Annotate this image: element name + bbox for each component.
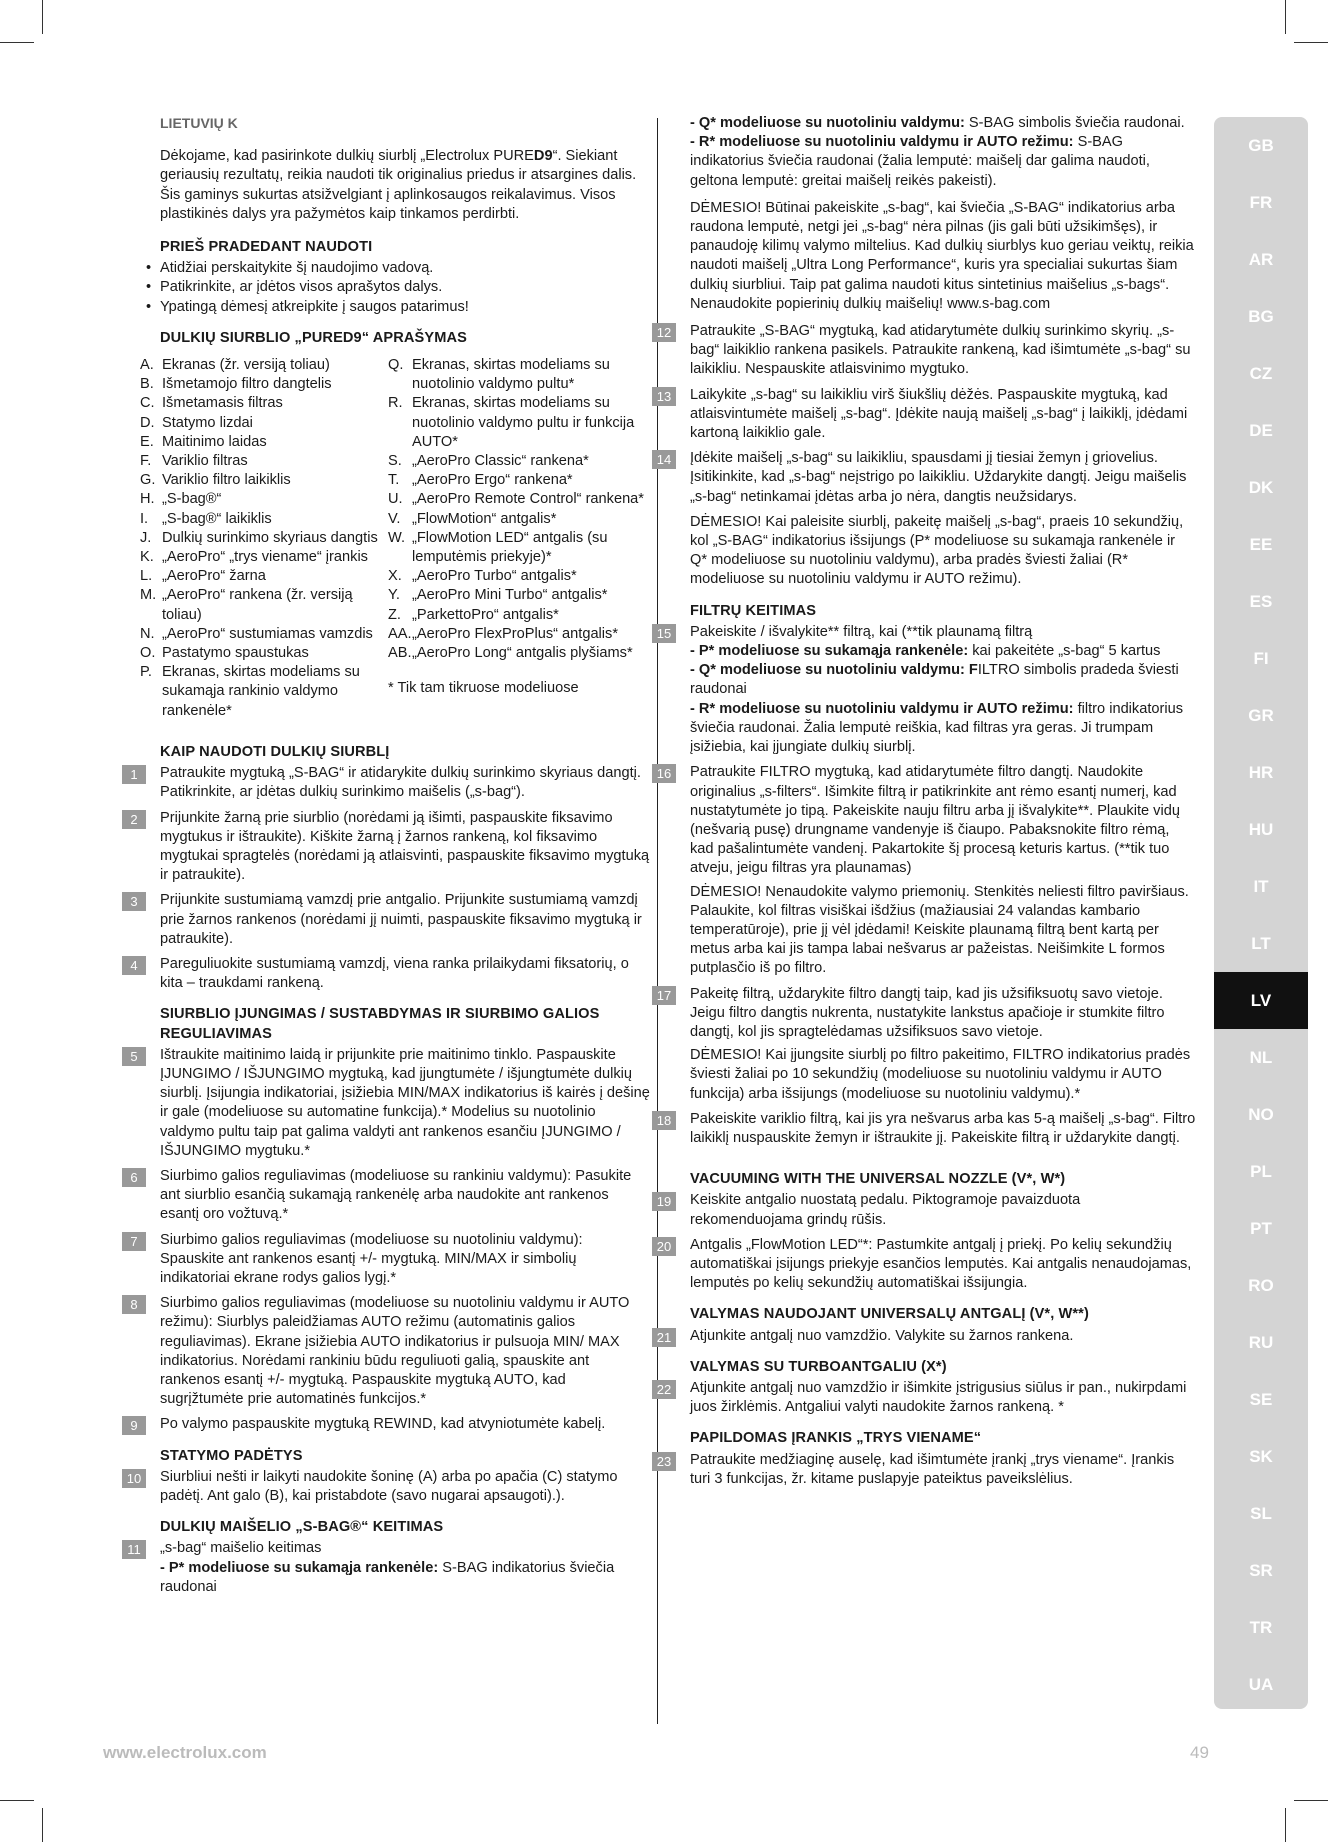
parts-column-1 xyxy=(140,356,388,721)
universal-nozzle-heading: VACUUMING WITH THE UNIVERSAL NOZZLE (V*, W*) xyxy=(690,1171,1066,1188)
step-text: ILTRO simbolis pradeda šviesti raudonai xyxy=(690,662,1179,698)
filter-heading: FILTRŲ KEITIMAS xyxy=(690,602,817,619)
part-key: S. xyxy=(388,453,402,470)
part-item xyxy=(388,356,650,394)
step-3 xyxy=(130,891,650,949)
step-2 xyxy=(130,809,650,886)
part-text: Ekranas, skirtas modeliams su sukamąja rankinio valdymo rankenėle* xyxy=(162,664,360,719)
part-key: T. xyxy=(388,472,400,489)
step-text: Pakeitę filtrą, uždarykite filtro dangtį taip, kad jis užsifiksuotų savo vietoje. Jeigu filtro dangtis nukrenta, nustatykite lankstus apačioje ir stumkite filtro dangtį, kol jis spragtelėdamas užsifiksuos savo vietoje. xyxy=(690,985,1165,1040)
language-tab-nl[interactable]: NL xyxy=(1249,1048,1273,1067)
part-item xyxy=(388,625,650,644)
part-text: „AeroPro“ sustumiamas vamzdis xyxy=(162,625,373,642)
language-tab-fr[interactable]: FR xyxy=(1249,193,1273,212)
step-20 xyxy=(656,1236,1196,1294)
step-number: 2 xyxy=(122,810,146,829)
step-11 xyxy=(127,1539,650,1597)
step-number: 1 xyxy=(122,765,146,784)
part-item xyxy=(140,452,388,471)
part-text: „ParkettoPro“ antgalis* xyxy=(412,606,559,623)
part-text: „AeroPro Classic“ rankena* xyxy=(412,453,589,470)
part-item xyxy=(388,644,650,663)
part-item xyxy=(140,433,388,452)
language-tab-sl[interactable]: SL xyxy=(1250,1504,1272,1523)
filter-steps xyxy=(656,623,1196,1148)
part-key: G. xyxy=(140,472,156,489)
part-item xyxy=(388,606,650,625)
step-number: 5 xyxy=(122,1047,146,1066)
steps-universal xyxy=(656,1191,1196,1293)
part-key: P. xyxy=(140,664,152,681)
step16-warning: DĖMESIO! Nenaudokite valymo priemonių. Stenkitės neliesti filtro paviršiaus. Palaukite, kol filtras visiškai išdžius (mažiausiai 24 valandas kambario temperatūroje), prie jį vėl įdėdami! Keiskite plaunamą filtrą bent kartą per metus arba kai jis tampa labai nešvarus ar pažeistas. Neišimkite L formos putplasčio iš po filtro. xyxy=(690,883,1189,977)
step-10 xyxy=(126,1468,650,1506)
r-model-label: - R* modeliuose su nuotoliniu valdymu ir AUTO režimu: xyxy=(690,134,1074,151)
part-item xyxy=(140,414,388,433)
step-bold: - R* modeliuose su nuotoliniu valdymu ir AUTO režimu: xyxy=(690,700,1074,717)
language-tab-cz[interactable]: CZ xyxy=(1249,364,1273,383)
step-number: 17 xyxy=(652,986,676,1005)
parts-column-2 xyxy=(388,356,650,663)
language-title: LIETUVIŲ K xyxy=(160,115,238,131)
step-text: Keiskite antgalio nuostatą pedalu. Piktogramoje pavaizduota rekomenduojama grindų rūšis. xyxy=(690,1192,1081,1228)
clean-universal-steps xyxy=(656,1327,1196,1346)
part-text: Maitinimo laidas xyxy=(162,433,267,450)
part-item xyxy=(388,586,650,605)
intro-text: Dėkojame, kad pasirinkote dulkių siurblį „Electrolux PURE xyxy=(160,148,534,165)
step-text: Patraukite FILTRO mygtuką, kad atidarytumėte filtro dangtį. Naudokite originalius „s-filters“. Išimkite filtrą ir patikrinkite ant rėmo esantį numerį, kad nustatytumėte jo tipą. Pakeiskite nauju filtru arba jį išvalykite**. Plaukite vidų (nešvarią pusę) drungname vandenyje iš čiaupo. Pabaksnokite filtro rėmą, kad pašalintumėte vandenį. Pakartokite šį procesą keturis kartus. (**tik tuo atveju, jeigu filtras yra plaunamas) xyxy=(690,764,1180,877)
step-text: kai pakeitėte „s-bag“ 5 kartus xyxy=(968,643,1161,660)
step-number: 10 xyxy=(122,1469,146,1488)
description-heading: DULKIŲ SIURBLIO „PURED9“ APRAŠYMAS xyxy=(160,329,467,346)
part-text: Statymo lizdai xyxy=(162,414,253,431)
step-number: 15 xyxy=(652,624,676,643)
part-item xyxy=(140,663,388,721)
step-number: 8 xyxy=(122,1295,146,1314)
part-key: D. xyxy=(140,414,155,431)
bag-heading: DULKIŲ MAIŠELIO „S-BAG®“ KEITIMAS xyxy=(160,1519,444,1536)
step-15 xyxy=(656,623,1196,757)
part-text: Dulkių surinkimo skyriaus dangtis xyxy=(162,529,378,546)
step-text: Ištraukite maitinimo laidą ir prijunkite prie maitinimo tinklo. Paspauskite ĮJUNGIMO / IŠJUNGIMO mygtuką, kad įjungtumėte / išjungtumėte dulkių siurblį. Įsijungia indikatoriai, įsižiebia MIN/MAX indikatorius iš kairės į dešinę ir gale (modeliuose su automatine funkcija).* Modelius su nuotolinio valdymo pultu taip pat galima valdyti ant rankenos esančiu ĮJUNGIMO / IŠJUNGIMO mygtuku.* xyxy=(160,1046,650,1159)
parts-list xyxy=(140,356,650,721)
language-tab-tr[interactable]: TR xyxy=(1249,1618,1273,1637)
language-tab-lt[interactable]: LT xyxy=(1251,934,1271,953)
step-text: Prijunkite žarną prie siurblio (norėdami ją išimti, paspauskite fiksavimo mygtukus ir ištraukite). Kiškite žarną į žarnos rankeną, kol fiksavimo mygtukai spragtelės (norėdami ją atlaisvinti, paspauskite fiksavimo mygtuką ir patraukite). xyxy=(160,809,650,884)
turbo-steps xyxy=(656,1379,1196,1417)
step-number: 13 xyxy=(652,387,676,406)
language-tab-gb[interactable]: GB xyxy=(1248,136,1274,155)
step-text: Po valymo paspauskite mygtuką REWIND, kad atvyniotumėte kabelį. xyxy=(160,1416,606,1433)
step-number: 19 xyxy=(652,1192,676,1211)
language-tab-hr[interactable]: HR xyxy=(1248,763,1274,782)
clean-universal-heading: VALYMAS NAUDOJANT UNIVERSALŲ ANTGALĮ (V*, W**) xyxy=(690,1306,1089,1323)
language-tab-lv[interactable]: LV xyxy=(1214,972,1308,1029)
intro-model: D9 xyxy=(533,148,553,165)
step-4 xyxy=(130,955,650,993)
part-key: U. xyxy=(388,491,403,508)
part-item xyxy=(388,452,650,471)
crop-mark xyxy=(0,42,34,43)
intro-paragraph xyxy=(160,147,650,224)
language-tab-de[interactable]: DE xyxy=(1249,421,1273,440)
language-tab-ar[interactable]: AR xyxy=(1248,250,1274,269)
step-9 xyxy=(130,1415,650,1434)
part-text: Variklio filtras xyxy=(162,453,248,470)
turbo-heading: VALYMAS SU TURBOANTGALIU (X*) xyxy=(690,1358,947,1375)
part-item xyxy=(388,529,650,567)
part-item xyxy=(140,510,388,529)
language-tab-pt[interactable]: PT xyxy=(1250,1219,1272,1238)
step-18 xyxy=(656,1110,1196,1148)
part-key: Z. xyxy=(388,606,401,623)
part-text: „AeroPro Long“ antgalis plyšiams* xyxy=(412,645,633,662)
part-text: „S-bag®“ laikiklis xyxy=(162,510,272,527)
step-16 xyxy=(656,763,1196,978)
part-key: C. xyxy=(140,395,155,412)
crop-mark xyxy=(1285,0,1286,34)
language-tab-it[interactable]: IT xyxy=(1253,877,1269,896)
language-tab-gr[interactable]: GR xyxy=(1248,706,1274,725)
intro-text-rest: “. Siekiant geriausių rezultatų, reikia naudoti tik originalius priedus ir atsargines dalis. Šis gaminys sukurtas atsižvelgiant į aplinkosaugos reikalavimus. Visos plastikinės dalys yra pažymėtos kaip tinkamos perdirbti. xyxy=(160,148,637,222)
step-text: Pakeiskite / išvalykite** filtrą, kai (**tik plaunamą filtrą xyxy=(690,623,1033,640)
step-17 xyxy=(656,985,1196,1104)
step-text: Patraukite medžiaginę auselę, kad išimtumėte įrankį „trys viename“. Įrankis turi 3 funkcijas, žr. kitame puslapyje pateiktus paveikslėlius. xyxy=(690,1451,1175,1487)
step-7 xyxy=(130,1231,650,1289)
language-tab-dk[interactable]: DK xyxy=(1248,478,1274,497)
step-22 xyxy=(656,1379,1196,1417)
step-text: Įdėkite maišelį „s-bag“ su laikikliu, spausdami jį tiesiai žemyn į griovelius. Įsitikinkite, kad „s-bag“ neįstrigo po laikikliu. Uždarykite dangtį. Jeigu maišelis „s-bag“ netinkamai įdėtas arba jo nėra, dangtis neužsidarys. xyxy=(690,450,1187,505)
step-number: 22 xyxy=(652,1380,676,1399)
language-tab-no[interactable]: NO xyxy=(1248,1105,1274,1124)
language-tab-ro[interactable]: RO xyxy=(1248,1276,1274,1295)
language-tab-se[interactable]: SE xyxy=(1249,1390,1273,1409)
part-item xyxy=(140,356,388,375)
part-key: AB. xyxy=(388,645,412,662)
part-item xyxy=(388,510,650,529)
part-key: E. xyxy=(140,433,154,450)
part-key: N. xyxy=(140,625,155,642)
footer-url[interactable]: www.electrolux.com xyxy=(103,1743,267,1762)
step-number: 20 xyxy=(652,1237,676,1256)
part-text: Ekranas, skirtas modeliams su nuotolinio valdymo pultu ir funkcija AUTO* xyxy=(412,395,635,450)
step-text: Pareguliuokite sustumiamą vamzdį, viena ranka prilaikydami fiksatorių, o kita – traukdami rankeną. xyxy=(160,955,629,992)
part-text: „S-bag®“ xyxy=(162,491,222,508)
column-divider xyxy=(657,118,658,1724)
part-text: „AeroPro Mini Turbo“ antgalis* xyxy=(412,587,608,604)
part-key: I. xyxy=(140,510,149,527)
bullet-item: • Ypatingą dėmesį atkreipkite į saugos patarimus! xyxy=(130,298,650,317)
step-bold: - P* modeliuose su sukamąja rankenėle: xyxy=(160,1559,439,1576)
crop-mark xyxy=(42,0,43,34)
q-model-label: - Q* modeliuose su nuotoliniu valdymu: xyxy=(690,115,965,131)
part-text: „AeroPro“ rankena (žr. versiją toliau) xyxy=(162,587,353,623)
part-text: Išmetamojo filtro dangtelis xyxy=(162,376,332,393)
part-key: R. xyxy=(388,395,403,412)
part-key: A. xyxy=(140,357,154,374)
part-item xyxy=(140,375,388,394)
part-key: M. xyxy=(140,587,157,604)
step-12 xyxy=(656,322,1196,380)
step-5 xyxy=(130,1046,650,1161)
bullet-item: • Atidžiai perskaitykite šį naudojimo vadovą. xyxy=(130,259,650,278)
part-text: „AeroPro Remote Control“ rankena* xyxy=(412,491,644,508)
part-key: J. xyxy=(140,529,152,546)
part-key: Q. xyxy=(388,357,404,374)
language-tab-sr[interactable]: SR xyxy=(1249,1561,1273,1580)
part-text: „FlowMotion“ antgalis* xyxy=(412,510,557,527)
before-use-heading: PRIEŠ PRADEDANT NAUDOTI xyxy=(160,239,373,256)
part-text: Ekranas (žr. versiją toliau) xyxy=(162,357,330,374)
step-13 xyxy=(656,386,1196,444)
part-key: K. xyxy=(140,549,154,566)
parking-heading: STATYMO PADĖTYS xyxy=(160,1447,303,1464)
step-text: Laikykite „s-bag“ su laikikliu virš šiukšlių dėžės. Paspauskite mygtuką, kad atlaisvintumėte maišelį „s-bag“. Įdėkite naują maišelį „s-bag“ į laikiklį, įdėdami kartoną laikiklio gale. xyxy=(690,386,1188,442)
step-6 xyxy=(130,1167,650,1225)
part-text: „AeroPro“ „trys viename“ įrankis xyxy=(162,549,368,566)
step-number: 14 xyxy=(652,450,676,469)
step-number: 6 xyxy=(122,1168,146,1187)
before-use-list xyxy=(130,259,650,317)
part-item xyxy=(140,644,388,663)
part-key: L. xyxy=(140,568,153,585)
step-number: 18 xyxy=(652,1111,676,1130)
step-text: Patraukite mygtuką „S-BAG“ ir atidarykite dulkių surinkimo skyriaus dangtį. Patikrinkite, ar įdėtas dulkių surinkimo maišelis („s-bag“). xyxy=(160,765,641,801)
part-text: Ekranas, skirtas modeliams su nuotolinio valdymo pultu* xyxy=(412,357,610,393)
step-number: 9 xyxy=(122,1416,146,1435)
part-key: B. xyxy=(140,376,154,393)
part-key: H. xyxy=(140,491,155,508)
step-number: 3 xyxy=(122,892,146,911)
step-text: „s-bag“ maišelio keitimas xyxy=(160,1540,322,1557)
page-number: 49 xyxy=(1190,1743,1209,1762)
part-text: „AeroPro“ žarna xyxy=(162,568,266,585)
language-tab-sk[interactable]: SK xyxy=(1249,1447,1273,1466)
step-8 xyxy=(130,1294,650,1409)
parts-column-2-wrap xyxy=(388,356,650,721)
step14-warning: DĖMESIO! Kai paleisite siurblį, pakeitę maišelį „s-bag“, praeis 10 sekundžių, kol „S-BAG“ indikatorius išsijungs (P* modeliuose su sukamąja rankenėle ir Q* modeliuose su nuotoliniu valdymu), arba pradės šviesti žaliai (R* modeliuose su nuotoliniu valdymu ir AUTO režimu). xyxy=(690,513,1184,588)
bag-warning: DĖMESIO! Būtinai pakeiskite „s-bag“, kai šviečia „S-BAG“ indikatorius arba raudona lemputė, netgi jei „s-bag“ nėra pilnas (jis gali būti užsikimšęs), ir panaudoję kilimų valymo miltelius. Kad dulkių siurblys kuo geriau veiktų, reikia naudoti maišelį „Ultra Long Performance“, kuris yra specialiai sukurtas šiam dulkių siurbliui. Taip pat galima naudoti kitus sintetinius maišelius „s-bags“. Nenaudokite popierinių dulkių maišelių! www.s-bag.com xyxy=(690,199,1194,312)
language-sidebar xyxy=(1214,117,1308,1709)
step-text: filtro indikatorius šviečia raudonai. Žalia lemputė reiškia, kad filtras yra geras. Ji trumpam įsižiebia, kai įjungiate dulkių siurblį. xyxy=(690,700,1184,756)
step-text: Siurbimo galios reguliavimas (modeliuose su rankiniu valdymu): Pasukite ant siurblio esančią sukamąją rankenėlę arba naudokite ant rankenos esantį oro vožtuvą.* xyxy=(160,1167,632,1223)
part-item xyxy=(140,529,388,548)
part-key: V. xyxy=(388,510,401,527)
part-item xyxy=(140,490,388,509)
step-number: 16 xyxy=(652,764,676,783)
part-text: Pastatymo spaustukas xyxy=(162,645,309,662)
step-14 xyxy=(656,449,1196,507)
steps-how-to xyxy=(130,764,650,993)
crop-mark xyxy=(1285,1808,1286,1842)
step-text: Atjunkite antgalį nuo vamzdžio. Valykite su žarnos rankena. xyxy=(690,1327,1074,1344)
tool-heading: PAPILDOMAS ĮRANKIS „TRYS VIENAME“ xyxy=(690,1430,982,1447)
part-item xyxy=(140,394,388,413)
language-tab-fi[interactable]: FI xyxy=(1253,649,1269,668)
step-23 xyxy=(656,1451,1196,1489)
crop-mark xyxy=(0,1800,34,1801)
steps-bag-change xyxy=(656,322,1196,507)
step-number: 4 xyxy=(122,956,146,975)
step-21 xyxy=(656,1327,1196,1346)
step-text: Prijunkite sustumiamą vamzdį prie antgalio. Prijunkite sustumiamą vamzdį prie žarnos rankenos (norėdami jį nuimti, paspauskite fiksavimo mygtuką ir patraukite). xyxy=(160,892,642,947)
steps-on-off xyxy=(130,1046,650,1435)
step-text: Siurbimo galios reguliavimas (modeliuose su nuotoliniu valdymu ir AUTO režimu): Siurblys paleidžiamas AUTO režimu (automatinis galios reguliavimas). Ekrane įsižiebia AUTO indikatorius ir pulsuoja MIN/ MAX indikatorius. Norėdami rankiniu būdu reguliuoti galią, spauskite ant rankenos esantį +/- mygtuką. Paspauskite mygtuką AUTO, kad sugrįžtumėte prie automatinės funkcijos.* xyxy=(160,1295,630,1408)
left-column xyxy=(126,114,650,1603)
tool-steps xyxy=(656,1451,1196,1489)
step-number: 12 xyxy=(652,323,676,342)
step-number: 23 xyxy=(652,1452,676,1471)
part-text: „AeroPro FlexProPlus“ antgalis* xyxy=(412,625,619,642)
crop-mark xyxy=(1294,42,1328,43)
step-19 xyxy=(656,1191,1196,1229)
part-key: X. xyxy=(388,568,402,585)
r-model-text: S-BAG indikatorius šviečia raudonai (žalia lemputė: maišelį dar galima naudoti, geltona lemputė: greitai maišelį reikės pakeisti). xyxy=(690,134,1150,189)
part-key: W. xyxy=(388,529,406,546)
language-tab-es[interactable]: ES xyxy=(1249,592,1273,611)
step-number: 7 xyxy=(122,1232,146,1251)
step-number: 21 xyxy=(652,1328,676,1347)
crop-mark xyxy=(1294,1800,1328,1801)
step-text: Patraukite „S-BAG“ mygtuką, kad atidarytumėte dulkių surinkimo skyrių. „s-bag“ laikiklio rankena pasikels. Patraukite rankeną, kad išimtumėte „s-bag“ su laikikliu. Nespauskite atlaisvinimo mygtuko. xyxy=(690,323,1191,378)
step-text: S-BAG indikatorius šviečia raudonai xyxy=(160,1559,615,1595)
part-item xyxy=(388,471,650,490)
step-text: Siurbliui nešti ir laikyti naudokite šoninę (A) arba po apačia (C) statymo padėtį. Ant galo (B), kai pristabdote (savo nugarai apsaugoti).). xyxy=(160,1468,618,1504)
step-bold: - Q* modeliuose su nuotoliniu valdymu: F xyxy=(690,662,978,679)
how-to-heading: KAIP NAUDOTI DULKIŲ SIURBLĮ xyxy=(160,743,390,760)
part-key: F. xyxy=(140,453,152,470)
step-number: 11 xyxy=(122,1540,146,1559)
bullet-item: • Patikrinkite, ar įdėtos visos aprašytos dalys. xyxy=(130,278,650,297)
step-text: Antgalis „FlowMotion LED“*: Pastumkite antgalį į priekį. Po kelių sekundžių automatiškai įsijungs priekyje esančios lemputės. Kai antgalis nenaudojamas, lemputės po kelių sekundžių automatiškai išsijungia. xyxy=(690,1236,1192,1292)
language-tab-bg[interactable]: BG xyxy=(1248,307,1274,326)
language-tab-ee[interactable]: EE xyxy=(1249,535,1273,554)
step-text: Pakeiskite variklio filtrą, kai jis yra nešvarus arba kas 5-ą maišelį „s-bag“. Filtro laikiklį nuspauskite žemyn ir ištraukite jį. Pakeiskite filtrą ir uždarykite dangtį. xyxy=(690,1110,1196,1146)
part-key: AA. xyxy=(388,625,412,642)
part-text: „AeroPro Ergo“ rankena* xyxy=(412,472,573,489)
part-item xyxy=(140,471,388,490)
part-text: Išmetamasis filtras xyxy=(162,395,283,412)
crop-mark xyxy=(42,1808,43,1842)
language-tab-ua[interactable]: UA xyxy=(1248,1675,1274,1694)
part-item xyxy=(388,394,650,452)
step-1 xyxy=(130,764,650,802)
part-text: „AeroPro Turbo“ antgalis* xyxy=(412,568,577,585)
on-off-heading: SIURBLIO ĮJUNGIMAS / SUSTABDYMAS IR SIURBIMO GALIOS REGULIAVIMAS xyxy=(160,1006,600,1042)
step-bold: - P* modeliuose su sukamąja rankenėle: xyxy=(690,643,969,660)
right-column xyxy=(656,114,1196,1495)
part-item xyxy=(388,490,650,509)
step17-warning: DĖMESIO! Kai įjungsite siurblį po filtro pakeitimo, FILTRO indikatorius pradės šviesti žaliai po 10 sekundžių (modeliuose su nuotoliniu valdymu ir AUTO funkcija) arba išsijungs (modeliuose su nuotoliniu valdymu).* xyxy=(690,1047,1191,1102)
part-key: Y. xyxy=(388,587,400,604)
language-tab-ru[interactable]: RU xyxy=(1248,1333,1274,1352)
step-text: Siurbimo galios reguliavimas (modeliuose su nuotoliniu valdymu): Spauskite ant rankenos esantį +/- mygtuką. MIN/MAX ir simbolių indikatoriai ekrane rodys galios lygį.* xyxy=(160,1231,583,1286)
part-item xyxy=(140,625,388,644)
bag-continued xyxy=(690,114,1196,191)
part-key: O. xyxy=(140,645,156,662)
language-tab-hu[interactable]: HU xyxy=(1248,820,1274,839)
step-text: Atjunkite antgalį nuo vamzdžio ir išimkite įstrigusius siūlus ir pan., nukirpdami juos žirklėmis. Antgaliui valyti naudokite žarnos rankeną. * xyxy=(690,1379,1187,1416)
part-text: Variklio filtro laikiklis xyxy=(162,472,291,489)
part-text: „FlowMotion LED“ antgalis (su lemputėmis priekyje)* xyxy=(412,529,608,566)
part-item xyxy=(140,567,388,586)
q-model-text: S-BAG simbolis šviečia raudonai. xyxy=(964,115,1185,131)
part-item xyxy=(140,548,388,567)
language-tab-pl[interactable]: PL xyxy=(1250,1162,1272,1181)
part-item xyxy=(140,586,388,624)
part-item xyxy=(388,567,650,586)
parts-footnote: * Tik tam tikruose modeliuose xyxy=(388,680,579,697)
